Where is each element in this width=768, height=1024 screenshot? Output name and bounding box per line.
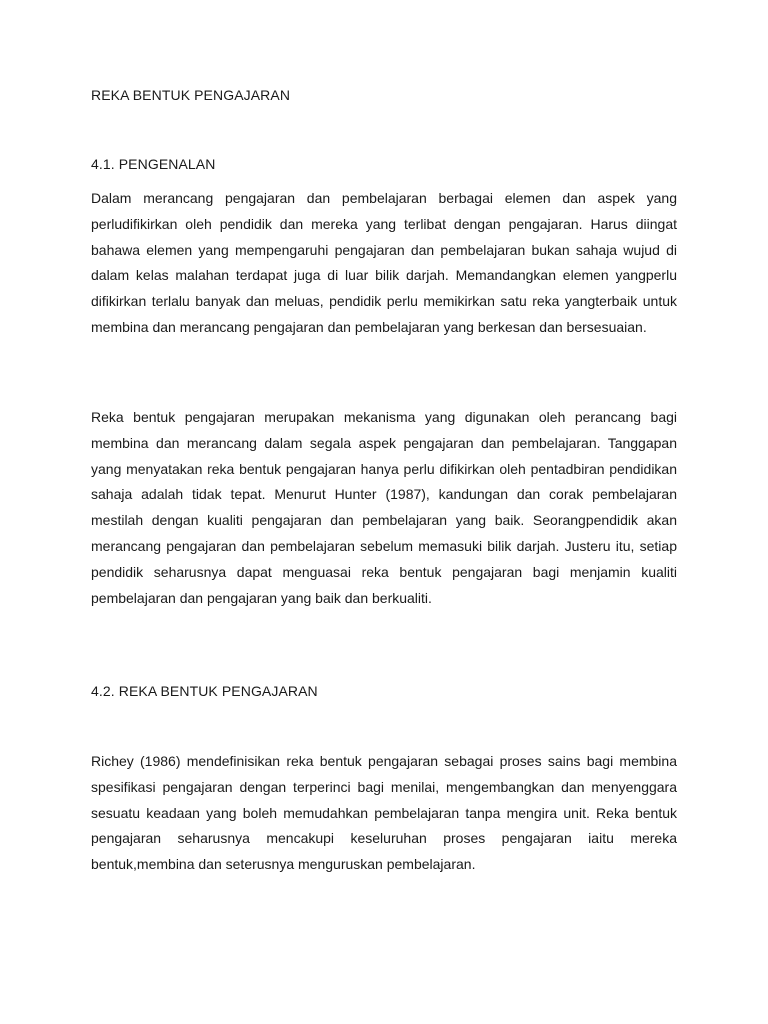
- section-heading-reka-bentuk: 4.2. REKA BENTUK PENGAJARAN: [91, 683, 318, 699]
- document-title: REKA BENTUK PENGAJARAN: [91, 87, 291, 103]
- paragraph-reka-bentuk-1: Richey (1986) mendefinisikan reka bentuk pengajaran sebagai proses sains bagi membina spesifikasi pengajaran dengan terperinci bagi menilai, mengembangkan dan menyenggara sesuatu keadaan yang boleh memudahkan pembelajaran tanpa mengira unit. Reka bentuk pengajaran seharusnya mencakupi keseluruhan proses pengajaran iaitu mereka bentuk,membina dan seterusnya menguruskan pembelajaran.: [91, 753, 677, 873]
- paragraph-pengenalan-1: Dalam merancang pengajaran dan pembelajaran berbagai elemen dan aspek yang perludifikirkan oleh pendidik dan mereka yang terlibat dengan pengajaran. Harus diingat bahawa elemen yang mempengaruhi pengajaran dan pembelajaran bukan sahaja wujud di dalam kelas malahan terdapat juga di luar bilik darjah. Memandangkan elemen yangperlu difikirkan terlalu banyak dan meluas, pendidik perlu memikirkan satu reka yangterbaik untuk membina dan merancang pengajaran dan pembelajaran yang berkesan dan bersesuaian.: [91, 190, 677, 335]
- section-heading-pengenalan: 4.1. PENGENALAN: [91, 156, 216, 172]
- paragraph-pengenalan-2: Reka bentuk pengajaran merupakan mekanisma yang digunakan oleh perancang bagi membina dan merancang dalam segala aspek pengajaran dan pembelajaran. Tanggapan yang menyatakan reka bentuk pengajaran hanya perlu difikirkan oleh pentadbiran pendidikan sahaja adalah tidak tepat. Menurut Hunter (1987), kandungan dan corak pembelajaran mestilah dengan kualiti pengajaran dan pembelajaran yang baik. Seorangpendidik akan merancang pengajaran dan pembelajaran sebelum memasuki bilik darjah. Justeru itu, setiap pendidik seharusnya dapat menguasai reka bentuk pengajaran bagi menjamin kualiti pembelajaran dan pengajaran yang baik dan berkualiti.: [91, 409, 677, 606]
